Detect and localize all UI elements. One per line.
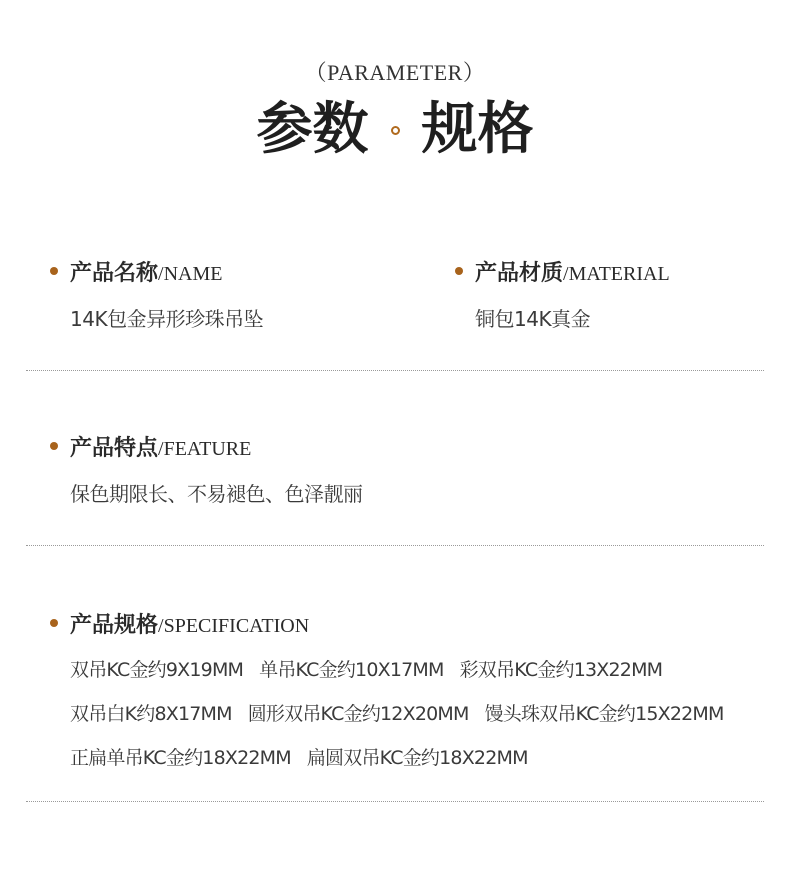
spec-item: 彩双吊KC金约13X22MM [459, 659, 663, 681]
feature-label [50, 431, 251, 462]
bullet-dot-icon [50, 267, 58, 275]
name-label-cn: 产品名称 [70, 261, 159, 286]
spec-row [70, 655, 678, 682]
section-divider [26, 370, 764, 371]
title-separator-dot-icon [391, 126, 400, 135]
header-subtitle: （PARAMETER） [304, 60, 486, 85]
name-value: 14K包金异形珍珠吊坠 [70, 307, 264, 331]
material-label-en: /MATERIAL [563, 263, 670, 285]
feature-label-en: /FEATURE [158, 438, 252, 460]
specification-label [50, 608, 309, 639]
page-title-left: 参数 [256, 97, 369, 162]
spec-row [70, 699, 740, 726]
material-value: 铜包14K真金 [475, 307, 591, 331]
spec-item: 扁圆双吊KC金约18X22MM [306, 747, 528, 769]
specification-label-en: /SPECIFICATION [158, 615, 310, 637]
page-title-right: 规格 [421, 97, 534, 162]
name-label [50, 256, 222, 287]
bullet-dot-icon [50, 442, 58, 450]
spec-item: 单吊KC金约10X17MM [259, 659, 444, 681]
material-label-cn: 产品材质 [475, 261, 564, 286]
specification-label-cn: 产品规格 [70, 613, 159, 638]
page-title [0, 92, 790, 168]
bullet-dot-icon [50, 619, 58, 627]
bullet-dot-icon [455, 267, 463, 275]
spec-item: 圆形双吊KC金约12X20MM [247, 703, 469, 725]
section-divider [26, 801, 764, 802]
material-label [455, 256, 670, 287]
section-divider [26, 545, 764, 546]
spec-item: 双吊KC金约9X19MM [70, 659, 244, 681]
name-label-en: /NAME [158, 263, 223, 285]
spec-item: 正扁单吊KC金约18X22MM [70, 747, 291, 769]
feature-value: 保色期限长、不易褪色、色泽靓丽 [70, 482, 363, 506]
spec-item: 馒头珠双吊KC金约15X22MM [484, 703, 724, 725]
feature-label-cn: 产品特点 [70, 436, 159, 461]
spec-item: 双吊白K约8X17MM [70, 703, 232, 725]
spec-row [70, 743, 544, 770]
